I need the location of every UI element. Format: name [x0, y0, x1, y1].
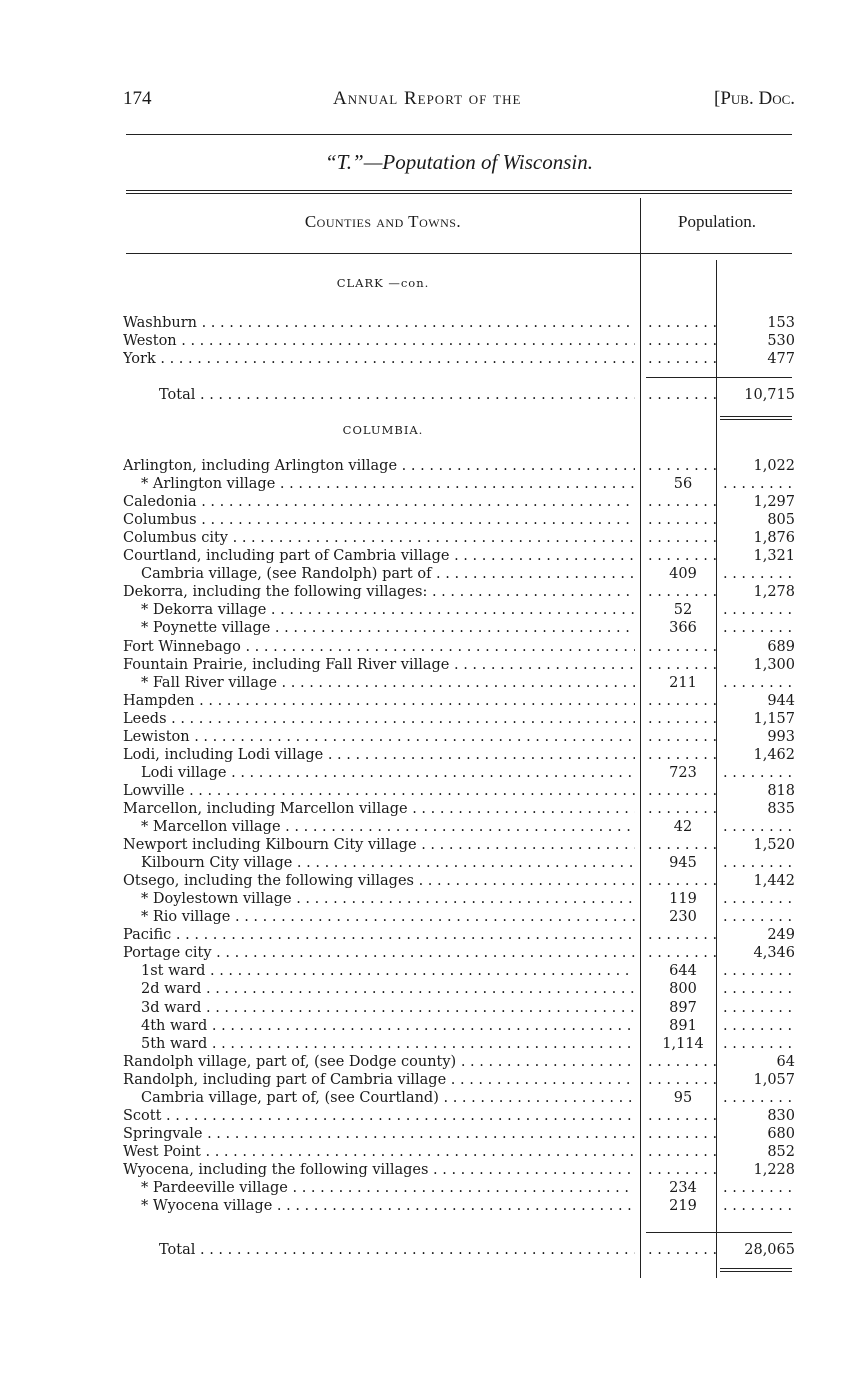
town-name: 5th ward . . . — [123, 1035, 635, 1053]
sub-population — [648, 511, 718, 529]
sub-population — [648, 457, 718, 475]
town-name: Randolph village, part of, (see Dodge county) . . . — [123, 1053, 635, 1071]
population-value: 805 — [767, 512, 795, 529]
sub-population: 1,114 — [662, 1035, 704, 1052]
town-name: * Dekorra village . . . — [123, 601, 635, 619]
total-leader — [648, 1241, 718, 1259]
town-name: * Marcellon village . . . — [123, 818, 635, 836]
sub-population: 52 — [673, 602, 693, 619]
sub-population — [648, 1107, 718, 1125]
sub-population: 409 — [669, 566, 697, 583]
sub-population: 56 — [673, 476, 693, 493]
table-row — [123, 962, 795, 980]
column-header-rule — [126, 253, 792, 254]
town-name: Randolph, including part of Cambria village . . . — [123, 1071, 635, 1089]
header-rule — [126, 134, 792, 135]
population-value — [723, 764, 795, 782]
population-value — [723, 980, 795, 998]
table-row — [123, 601, 795, 619]
sub-population — [648, 944, 718, 962]
population-value: 852 — [767, 1143, 795, 1160]
table-row — [123, 529, 795, 547]
sub-population — [648, 872, 718, 890]
sub-population — [648, 529, 718, 547]
table-row — [123, 1089, 795, 1107]
table-title: “T.”—Poputation of Wisconsin. — [325, 150, 593, 174]
population-value — [723, 818, 795, 836]
population-value: 1,520 — [753, 837, 795, 854]
town-name: 3d ward . . . — [123, 999, 635, 1017]
table-row — [123, 332, 795, 350]
table-row — [123, 674, 795, 692]
sub-population — [648, 656, 718, 674]
town-name: Lodi village . . . — [123, 764, 635, 782]
sub-population: 234 — [669, 1180, 697, 1196]
table-row — [123, 656, 795, 674]
column-header-towns: Counties and Towns. — [304, 212, 462, 231]
table-row — [123, 944, 795, 962]
sub-population — [648, 836, 718, 854]
table-row — [123, 926, 795, 944]
sub-population: 723 — [669, 764, 697, 781]
table-row — [123, 854, 795, 872]
town-name: Kilbourn City village . . . — [123, 854, 635, 872]
population-value — [723, 854, 795, 872]
sub-population: 230 — [669, 909, 697, 926]
population-value — [723, 565, 795, 583]
population-value: 1,278 — [753, 584, 795, 601]
town-name: Dekorra, including the following villages: . . . — [123, 583, 635, 601]
town-name: * Arlington village . . . — [123, 475, 635, 493]
sub-population — [648, 746, 718, 764]
total-double-rule — [720, 416, 792, 420]
total-leader — [648, 386, 718, 404]
table-row — [123, 583, 795, 601]
town-name: Caledonia . . . — [123, 493, 635, 511]
document-label: [Pub. Doc. — [714, 88, 795, 109]
population-value: 1,300 — [753, 656, 795, 673]
population-value — [723, 674, 795, 692]
population-value: 818 — [767, 782, 795, 799]
town-name: Cambria village, (see Randolph) part of . . . — [123, 565, 635, 583]
population-value: 477 — [767, 351, 795, 367]
sub-population — [648, 782, 718, 800]
table-row — [123, 1143, 795, 1161]
sub-population — [648, 710, 718, 728]
table-row — [123, 746, 795, 764]
sub-population: 211 — [669, 674, 697, 691]
table-row — [123, 619, 795, 637]
population-value: 1,442 — [753, 873, 795, 890]
population-value: 1,022 — [753, 458, 795, 474]
table-row — [123, 547, 795, 565]
table-row — [123, 1161, 795, 1179]
table-row — [123, 980, 795, 998]
population-value: 1,462 — [753, 746, 795, 763]
page-number: 174 — [123, 88, 152, 109]
sub-population: 945 — [669, 855, 697, 872]
town-name: 1st ward . . . — [123, 962, 635, 980]
population-value — [723, 999, 795, 1017]
population-value: 830 — [767, 1107, 795, 1124]
sub-population — [648, 800, 718, 818]
town-name: Portage city . . . — [123, 944, 635, 962]
running-header — [123, 88, 795, 114]
total-value: 28,065 — [744, 1242, 795, 1258]
population-value — [723, 962, 795, 980]
town-name: * Rio village . . . — [123, 908, 635, 926]
population-value: 64 — [776, 1053, 795, 1070]
town-name: Scott . . . — [123, 1107, 635, 1125]
town-name: Springvale . . . — [123, 1125, 635, 1143]
total-label: Total . . . — [123, 1241, 635, 1259]
table-row — [123, 1107, 795, 1125]
town-name: Cambria village, part of, (see Courtland) . . . — [123, 1089, 635, 1107]
table-row — [123, 782, 795, 800]
table-row — [123, 908, 795, 926]
sub-population — [648, 728, 718, 746]
table-row — [123, 890, 795, 908]
table-row — [123, 1179, 795, 1197]
sub-population — [648, 583, 718, 601]
population-value: 689 — [767, 638, 795, 655]
town-name: Lowville . . . — [123, 782, 635, 800]
total-value: 10,715 — [744, 387, 795, 403]
sub-population — [648, 926, 718, 944]
table-row — [123, 999, 795, 1017]
sub-population — [648, 1161, 718, 1179]
sub-population — [648, 638, 718, 656]
town-name: 2d ward . . . — [123, 980, 635, 998]
sub-population — [648, 332, 718, 350]
town-name: Leeds . . . — [123, 710, 635, 728]
town-name: Fort Winnebago . . . — [123, 638, 635, 656]
table-row — [123, 314, 795, 332]
section-heading: CLARK —con. — [336, 276, 430, 290]
town-name: Courtland, including part of Cambria village . . . — [123, 547, 635, 565]
town-name: Hampden . . . — [123, 692, 635, 710]
table-row — [123, 818, 795, 836]
sub-population — [648, 1053, 718, 1071]
sub-population — [648, 692, 718, 710]
population-value: 1,297 — [753, 494, 795, 511]
table-row — [123, 475, 795, 493]
table-row — [123, 1125, 795, 1143]
sub-population — [648, 1071, 718, 1089]
population-value: 1,057 — [753, 1071, 795, 1088]
sub-population: 42 — [673, 819, 693, 835]
town-name: Weston . . . — [123, 332, 635, 350]
population-value: 1,321 — [753, 548, 795, 565]
table-row — [123, 511, 795, 529]
town-name: Fountain Prairie, including Fall River village . . . — [123, 656, 635, 674]
table-row — [123, 1197, 795, 1215]
sub-population: 366 — [669, 620, 697, 637]
title-double-rule — [126, 190, 792, 194]
total-row — [123, 1241, 795, 1259]
total-double-rule — [720, 1268, 792, 1272]
total-label: Total . . . — [123, 386, 635, 404]
sub-population — [648, 314, 718, 332]
town-name: * Poynette village . . . — [123, 619, 635, 637]
town-name: Washburn . . . — [123, 314, 635, 332]
sub-population — [648, 1125, 718, 1143]
town-name: * Fall River village . . . — [123, 674, 635, 692]
sub-population: 95 — [673, 1089, 693, 1106]
population-value — [723, 1197, 795, 1215]
total-row — [123, 386, 795, 404]
sub-population: 119 — [669, 891, 697, 908]
population-value — [723, 1179, 795, 1197]
population-value: 835 — [767, 800, 795, 817]
town-name: * Wyocena village . . . — [123, 1197, 635, 1215]
table-row — [123, 800, 795, 818]
table-row — [123, 836, 795, 854]
sub-population — [648, 1143, 718, 1161]
table-row — [123, 493, 795, 511]
town-name: Otsego, including the following villages . . . — [123, 872, 635, 890]
sub-population — [648, 493, 718, 511]
town-name: Columbus . . . — [123, 511, 635, 529]
population-value: 680 — [767, 1125, 795, 1142]
population-value — [723, 908, 795, 926]
town-name: West Point . . . — [123, 1143, 635, 1161]
sub-population: 891 — [669, 1017, 697, 1034]
population-value: 944 — [767, 692, 795, 709]
sub-population — [648, 350, 718, 368]
table-row — [123, 764, 795, 782]
town-name: Newport including Kilbourn City village . . . — [123, 836, 635, 854]
table-row — [123, 1053, 795, 1071]
population-value: 153 — [767, 315, 795, 331]
population-value: 993 — [767, 728, 795, 745]
total-rule — [646, 1232, 792, 1233]
population-value — [723, 475, 795, 493]
sub-population: 800 — [669, 981, 697, 998]
table-row — [123, 638, 795, 656]
town-name: Lewiston . . . — [123, 728, 635, 746]
town-name: * Pardeeville village . . . — [123, 1179, 635, 1197]
column-header-population: Population. — [678, 212, 756, 231]
table-row — [123, 728, 795, 746]
town-name: Marcellon, including Marcellon village . . . — [123, 800, 635, 818]
table-row — [123, 1035, 795, 1053]
table-row — [123, 1017, 795, 1035]
population-value — [723, 1089, 795, 1107]
sub-population — [648, 547, 718, 565]
population-value — [723, 1035, 795, 1053]
town-name: 4th ward . . . — [123, 1017, 635, 1035]
population-value — [723, 890, 795, 908]
table-row — [123, 710, 795, 728]
town-name: Pacific . . . — [123, 926, 635, 944]
town-name: Lodi, including Lodi village . . . — [123, 746, 635, 764]
table-row — [123, 872, 795, 890]
sub-population: 644 — [669, 963, 697, 980]
population-value: 1,228 — [753, 1161, 795, 1178]
town-name: York . . . — [123, 350, 635, 368]
table-row — [123, 350, 795, 368]
population-value: 249 — [767, 927, 795, 944]
town-name: Columbus city . . . — [123, 529, 635, 547]
table-row — [123, 692, 795, 710]
table-row — [123, 565, 795, 583]
population-value: 1,876 — [753, 530, 795, 547]
table-row — [123, 1071, 795, 1089]
population-value: 1,157 — [753, 710, 795, 727]
population-value — [723, 601, 795, 619]
population-value — [723, 1017, 795, 1035]
total-rule — [646, 377, 792, 378]
section-heading: COLUMBIA. — [342, 423, 424, 437]
sub-population: 219 — [669, 1198, 697, 1215]
population-value: 4,346 — [753, 945, 795, 962]
town-name: Wyocena, including the following villages . . . — [123, 1161, 635, 1179]
population-value — [723, 619, 795, 637]
table-row — [123, 457, 795, 475]
sub-population: 897 — [669, 999, 697, 1016]
running-title: Annual Report of the — [333, 88, 522, 109]
town-name: Arlington, including Arlington village . . . — [123, 457, 635, 475]
town-name: * Doylestown village . . . — [123, 890, 635, 908]
population-value: 530 — [767, 333, 795, 349]
